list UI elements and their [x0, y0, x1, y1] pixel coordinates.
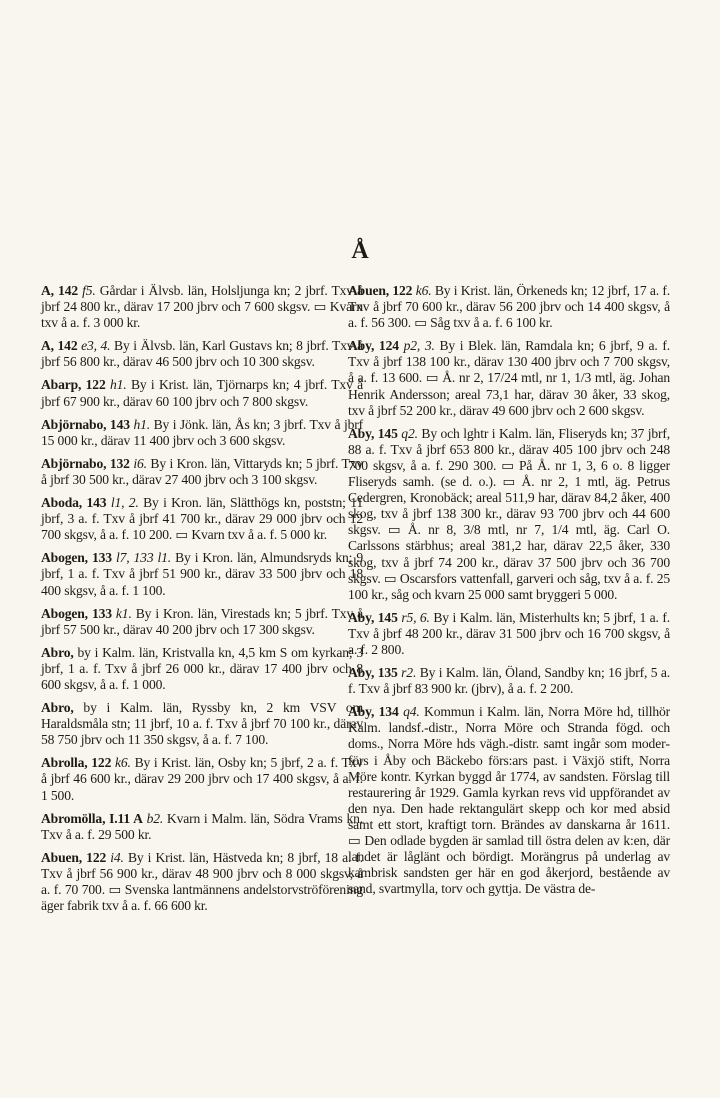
- entry: [41, 338, 363, 370]
- entry-headword: Abromölla, I.11 A: [41, 810, 143, 826]
- entry-text: By i Kalm. län, Öland, Sandby kn; 16 jbrf, 5 a. f. Txv å jbrf 83 900 kr. (jbrv), å a. f. 2 200.: [348, 665, 670, 697]
- map-reference: r5, 6.: [401, 609, 430, 625]
- entry: [41, 417, 363, 449]
- entry-text: Kommun i Kalm. län, Norra Möre hd, tillhör Kalm. landsf.-distr., Norra Möre och Stranda fögd. och doms., Norra Möre hds vägh.-distr. samt ingår som moderförs i Åby och Bäckebo förs:ars past. i Växjö stift, Norra Möre kontr. Kyrkan byggd år 1774, av sandsten. Förslag till restaurering år 1929. Gamla kyrkan revs vid uppförandet av den nya. Den hade rektangulärt skepp och kor med absid samt ett stort, kraftigt torn. Brändes av danskarna år 1611. ▭ Den odlade bygden är samlad till östra delen av k:en, där landet är låglänt och bördigt. Morängrus på underlag av kambrisk sandsten ger här en god åkerjord, bestående av sand, svartmylla, torv och gyttja. De västra de-: [348, 704, 670, 897]
- entry-text: By och lghtr i Kalm. län, Fliseryds kn; 37 jbrf, 88 a. f. Txv å jbrf 653 800 kr., därav 405 100 jbrv och 248 700 skgsv, å a. f. 290 300. ▭ På Å. nr 1, 3, 6 o. 8 ligger Fliseryds samh. (se d. o.). ▭ Å. nr 2, 1 mtl, äg. Petrus Cedergren, Kronobäck; areal 511,9 har, därav 84,2 åker, 400 skog, txv å jbrf 138 300 kr., därav 93 700 jbrv och 44 600 skgsv. ▭ Å. nr 8, 3/8 mtl, nr 7, 1/4 mtl, äg. Carl O. Carlssons stärbhus; areal 381,2 har, därav 22,5 åker, 330 skog, txv å jbrf 74 200 kr., därav 37 500 jbrv och 36 700 skgsv. ▭ Oscarsfors vattenfall, garveri och såg, txv å a. f. 25 100 kr., såg och kvarn 25 000 samt bryggeri 5 000.: [348, 425, 670, 602]
- map-reference: h1.: [133, 416, 150, 432]
- map-reference: q2.: [401, 425, 418, 441]
- entry: [41, 700, 363, 748]
- entry: [348, 283, 670, 331]
- entry-headword: Abjörnabo, 132: [41, 455, 130, 471]
- entry-headword: Aby, 134: [348, 704, 399, 720]
- entry-text: By i Jönk. län, Ås kn; 3 jbrf. Txv å jbrf 15 000 kr., därav 11 400 jbrv och 3 600 skgsv.: [41, 416, 364, 448]
- entry: [41, 850, 363, 914]
- map-reference: k6.: [115, 755, 131, 771]
- entry-headword: Aby, 124: [348, 338, 399, 354]
- map-reference: k1.: [115, 605, 132, 621]
- map-reference: q4.: [403, 704, 420, 720]
- map-reference: h1.: [110, 377, 127, 393]
- entry-headword: Abogen, 133: [41, 550, 112, 566]
- entry-text: Gårdar i Älvsb. län, Holsljunga kn; 2 jbrf. Txv å jbrf 24 800 kr., därav 17 200 jbrv och 7 600 skgsv. ▭ Kvarn txv å a. f. 3 000 kr.: [41, 283, 363, 331]
- entry-headword: Aby, 145: [348, 425, 398, 441]
- map-reference: k6.: [415, 283, 432, 298]
- entry-text: By i Kalm. län, Misterhults kn; 5 jbrf, 1 a. f. Txv å jbrf 48 200 kr., därav 31 500 jbrv och 16 700 skgsv, å a. f. 2 800.: [348, 609, 670, 657]
- entry: [41, 550, 363, 598]
- entry-text: By i Kron. län, Virestads kn; 5 jbrf. Txv å jbrf 57 500 kr., därav 40 200 jbrv och 17 300 skgsv.: [41, 605, 364, 637]
- entry: [41, 495, 363, 543]
- map-reference: e3, 4.: [81, 338, 111, 354]
- entry-headword: Aby, 135: [348, 665, 398, 681]
- entry: [41, 377, 363, 409]
- entry-text: Kvarn i Malm. län, Södra Vrams kn. Txv å a. f. 29 500 kr.: [41, 810, 363, 842]
- entry-text: By i Kron. län, Slätthögs kn, poststn; 11 jbrf, 3 a. f. Txv å jbrf 41 700 kr., därav 29 000 jbrv och 12 700 skgsv, å a. f. 10 200. ▭ Kvarn txv å a. f. 5 000 kr.: [41, 495, 364, 543]
- entry: [41, 606, 363, 638]
- entry-text: By i Blek. län, Ramdala kn; 6 jbrf, 9 a. f. Txv å jbrf 138 100 kr., därav 130 400 jbrv och 7 700 skgsv, å a. f. 13 600. ▭ Å. nr 2, 17/24 mtl, nr 1, 1/3 mtl, äg. Johan Henrik Andersson; areal 73,1 har, därav 30 åker, 33 skog, txv å jbrf 52 200 kr., därav 49 600 jbrv och 2 600 skgsv.: [348, 338, 670, 418]
- entry: [348, 426, 670, 603]
- map-reference: f5.: [82, 283, 96, 298]
- entry: [41, 811, 363, 843]
- entry-text: By i Kron. län, Vittaryds kn; 5 jbrf. Txv å jbrf 30 500 kr., därav 27 400 jbrv och 3 100 skgsv.: [41, 455, 363, 487]
- map-reference: l7, 133 l1.: [115, 550, 172, 566]
- entry: [348, 665, 670, 697]
- entry-headword: Aboda, 143: [41, 495, 107, 511]
- map-reference: p2, 3.: [403, 338, 435, 354]
- entry: [41, 283, 363, 331]
- entry-text: By i Krist. län, Tjörnarps kn; 4 jbrf. Txv å jbrf 67 900 kr., därav 60 100 jbrv och 7 800 skgsv.: [41, 377, 363, 409]
- entry-text: By i Krist. län, Osby kn; 5 jbrf, 2 a. f. Txv å jbrf 46 600 kr., därav 29 200 jbrv och 17 400 skgsv, å a. f. 1 500.: [41, 755, 363, 803]
- entry-text: By i Krist. län, Hästveda kn; 8 jbrf, 18 a. f. Txv å jbrf 56 900 kr., därav 48 900 jbrv och 8 000 skgsv, å a. f. 70 700. ▭ Svenska lantmännens andelstorvströförening äger fabrik txv å a. f. 66 600 kr.: [41, 849, 364, 914]
- entry-text: By i Krist. län, Örkeneds kn; 12 jbrf, 17 a. f. Txv å jbrf 70 600 kr., därav 56 200 jbrv och 14 400 skgsv, å a. f. 56 300. ▭ Såg txv å a. f. 6 100 kr.: [348, 283, 671, 331]
- entry: [348, 610, 670, 658]
- map-reference: i6.: [133, 455, 147, 471]
- entry: [41, 645, 363, 693]
- entry-headword: Abuen, 122: [41, 849, 107, 865]
- entry-headword: Abro,: [41, 644, 74, 660]
- entry-headword: Abjörnabo, 143: [41, 416, 130, 432]
- entry: [348, 704, 670, 897]
- left-column: [41, 283, 363, 921]
- map-reference: i4.: [110, 849, 124, 865]
- entry-headword: Aby, 145: [348, 609, 398, 625]
- entry-headword: Abogen, 133: [41, 605, 112, 621]
- map-reference: b2.: [146, 810, 164, 826]
- map-reference: r2.: [401, 665, 417, 681]
- entry-headword: Abarp, 122: [41, 377, 106, 393]
- entry-text: by i Kalm. län, Ryssby kn, 2 km VSV om Haraldsmåla stn; 11 jbrf, 10 a. f. Txv å jbrf 70 100 kr., därav 58 750 jbrv och 11 350 skgsv, å a. f. 7 100.: [41, 700, 363, 748]
- entry-text: By i Älvsb. län, Karl Gustavs kn; 8 jbrf. Txv å jbrf 56 800 kr., därav 46 500 jbrv och 10 300 skgsv.: [41, 338, 363, 370]
- entry: [41, 456, 363, 488]
- right-column: [348, 283, 670, 904]
- entry-headword: A, 142: [41, 283, 78, 298]
- entry-headword: A, 142: [41, 338, 78, 354]
- entry: [41, 755, 363, 803]
- page-heading: Å: [351, 238, 369, 264]
- entry-headword: Abuen, 122: [348, 283, 413, 298]
- map-reference: l1, 2.: [110, 495, 139, 511]
- entry-headword: Abrolla, 122: [41, 755, 112, 771]
- entry-text: By i Kron. län, Almundsryds kn; 9 jbrf, 1 a. f. Txv å jbrf 51 900 kr., därav 33 500 jbrv och 18 400 skgsv, å a. f. 1 100.: [41, 550, 364, 598]
- entry: [348, 338, 670, 418]
- entry-text: by i Kalm. län, Kristvalla kn, 4,5 km S om kyrkan; 3 jbrf, 1 a. f. Txv å jbrf 26 000 kr., därav 17 400 jbrv och 8 600 skgsv, å a. f. 1 000.: [41, 644, 363, 692]
- entry-headword: Abro,: [41, 700, 74, 716]
